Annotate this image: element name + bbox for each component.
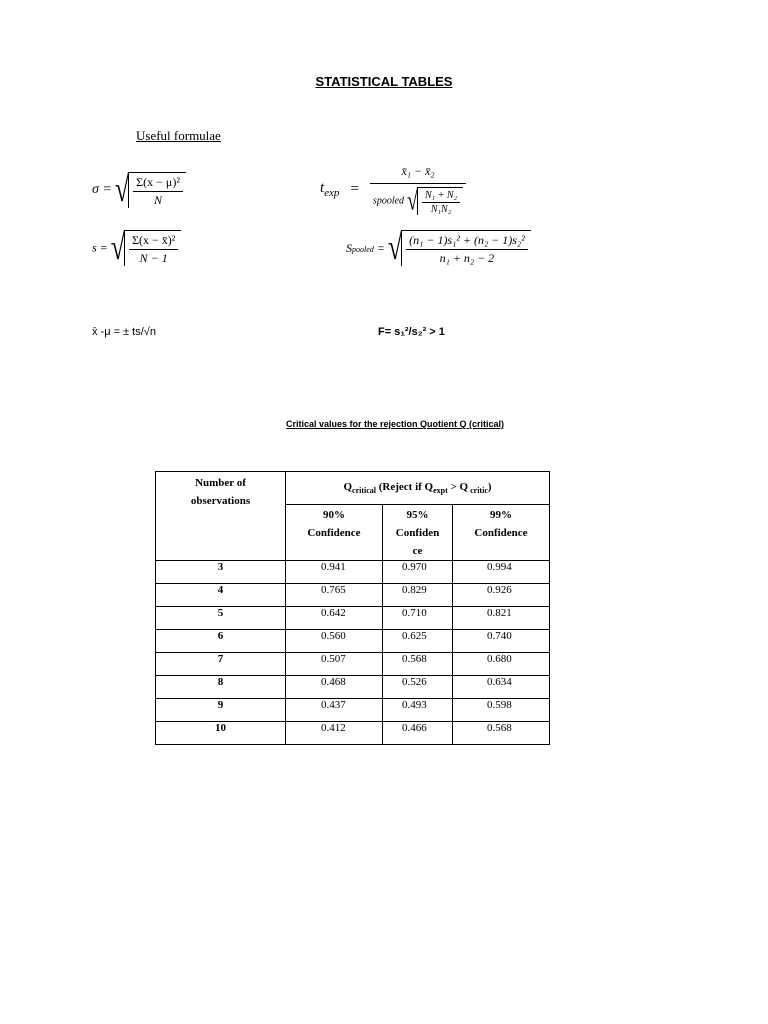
q90-cell: 0.765: [286, 584, 383, 607]
q99-cell: 0.821: [453, 607, 550, 630]
observations-cell: 7: [156, 653, 286, 676]
table-row: [156, 607, 550, 630]
q90-cell: 0.941: [286, 561, 383, 584]
q-critical-table: [155, 471, 550, 745]
confidence-95-header: 95% Confiden ce: [383, 505, 453, 561]
formula-mean-ci: x̄ -μ = ± ts/√n: [92, 326, 156, 338]
formula-s: [92, 227, 181, 268]
table-body: [156, 561, 550, 745]
q90-cell: 0.560: [286, 630, 383, 653]
observations-cell: 6: [156, 630, 286, 653]
q90-cell: 0.412: [286, 722, 383, 745]
observations-cell: 4: [156, 584, 286, 607]
q95-cell: 0.829: [383, 584, 453, 607]
formula-sigma: [92, 169, 186, 210]
useful-formulae-heading: Useful formulae: [136, 128, 221, 143]
fraction: [129, 233, 178, 266]
q99-cell: 0.740: [453, 630, 550, 653]
fraction: [406, 233, 528, 266]
table-header-row: [156, 472, 550, 505]
sqrt-symbol: √: [407, 185, 419, 217]
confidence-90-header: 90% Confidence: [286, 505, 383, 561]
inner-fraction: $\frac{\text{N₁ + N₂}}{\text{N₁N₂}}$: [422, 190, 460, 215]
q95-cell: 0.466: [383, 722, 453, 745]
observations-cell: 8: [156, 676, 286, 699]
q90-cell: 0.437: [286, 699, 383, 722]
page-title: STATISTICAL TABLES: [315, 74, 453, 89]
q90-cell: 0.507: [286, 653, 383, 676]
table-caption: Critical values for the rejection Quotient Q (critical): [286, 419, 505, 429]
fraction: [133, 175, 183, 208]
confidence-99-header: 99% Confidence: [453, 505, 550, 561]
numerator: (n₁ − 1)s₁² + (n₂ − 1)s₂²: [409, 233, 525, 247]
formula-s-lhs: s =: [92, 240, 108, 255]
numerator: x̄₁ − x̄₂: [401, 164, 435, 178]
q99-cell: 0.994: [453, 561, 550, 584]
q99-cell: 0.568: [453, 722, 550, 745]
observations-cell: 9: [156, 699, 286, 722]
q99-cell: 0.598: [453, 699, 550, 722]
table-row: [156, 653, 550, 676]
q95-cell: 0.970: [383, 561, 453, 584]
radicand: [401, 230, 531, 266]
numerator: Σ(x − μ)²: [136, 175, 180, 189]
s-pooled: spooled: [372, 195, 405, 207]
denominator: N − 1: [129, 249, 178, 266]
t-exp-fraction: [370, 164, 466, 215]
radicand: [128, 172, 186, 208]
sqrt-symbol: √: [387, 227, 403, 268]
q95-cell: 0.493: [383, 699, 453, 722]
radicand: [124, 230, 181, 266]
table-row: [156, 722, 550, 745]
sqrt-symbol: √: [114, 169, 130, 210]
table-row: [156, 630, 550, 653]
numerator: Σ(x − x̄)²: [132, 233, 176, 247]
table-row: [156, 699, 550, 722]
radicand: [417, 187, 463, 215]
observations-cell: 5: [156, 607, 286, 630]
formula-f-test: F= s₁²/s₂² > 1: [378, 326, 445, 338]
q-critical-header: $Q_{critical}$ (Reject if $Q_{expt} > Q$ $_{critic}$): [286, 472, 550, 505]
table-row: [156, 584, 550, 607]
denominator: n₁ + n₂ − 2: [406, 249, 528, 266]
q99-cell: 0.680: [453, 653, 550, 676]
q99-cell: 0.926: [453, 584, 550, 607]
formula-sigma-lhs: σ =: [92, 182, 112, 197]
observations-cell: 3: [156, 561, 286, 584]
denominator: N: [133, 191, 183, 208]
table-row: [156, 676, 550, 699]
q90-cell: 0.468: [286, 676, 383, 699]
q95-cell: 0.568: [383, 653, 453, 676]
q95-cell: 0.625: [383, 630, 453, 653]
table-row: [156, 561, 550, 584]
s-pooled-lhs: Spooled =: [346, 240, 385, 255]
t-exp-lhs: $t_{exp}$: [320, 180, 340, 199]
sqrt-symbol: √: [110, 227, 126, 268]
q95-cell: 0.526: [383, 676, 453, 699]
equals-sign: =: [350, 181, 359, 197]
denominator: [370, 183, 466, 215]
observations-header: Number of observations: [156, 472, 286, 561]
q95-cell: 0.710: [383, 607, 453, 630]
q99-cell: 0.634: [453, 676, 550, 699]
formula-s-pooled: [346, 227, 531, 268]
formula-t-exp: [320, 164, 466, 215]
observations-cell: 10: [156, 722, 286, 745]
q90-cell: 0.642: [286, 607, 383, 630]
